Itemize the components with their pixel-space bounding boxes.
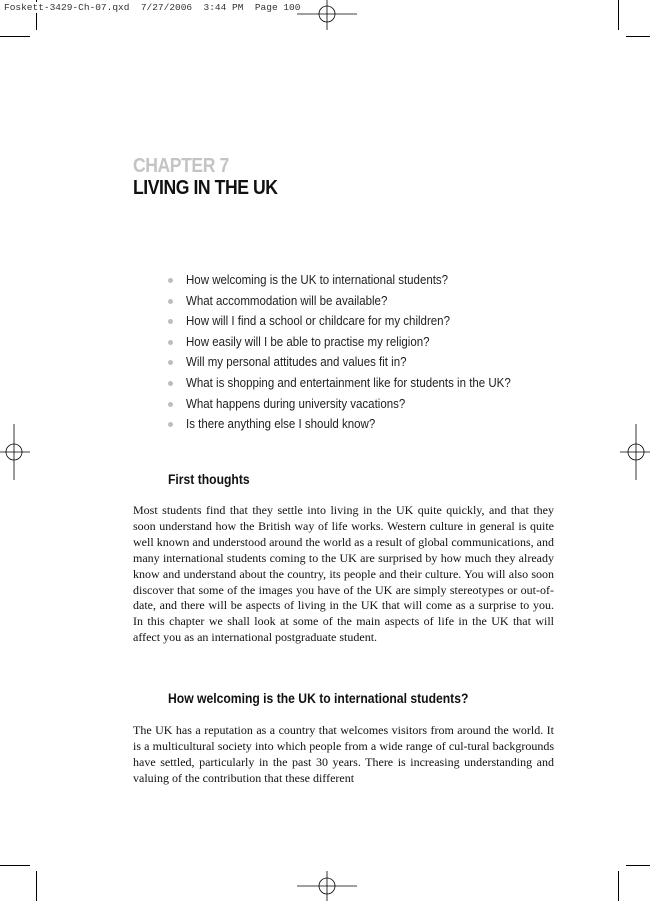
bullet-icon [168, 422, 173, 427]
bullet-icon [168, 299, 173, 304]
bullet-icon [168, 402, 173, 407]
registration-mark-icon [297, 0, 357, 30]
chapter-title: LIVING IN THE UK [133, 177, 278, 199]
bullet-icon [168, 340, 173, 345]
list-item: Will my personal attitudes and values fit in? [168, 352, 539, 373]
print-slug-line: Foskett-3429-Ch-07.qxd 7/27/2006 3:44 PM Page 100 [4, 2, 301, 13]
section-heading: How welcoming is the UK to international students? [168, 691, 469, 706]
registration-mark-icon [297, 871, 357, 901]
crop-mark [618, 0, 619, 30]
crop-mark [626, 865, 650, 866]
list-item: What accommodation will be available? [168, 291, 539, 312]
section-paragraph: Most students find that they settle into living in the UK quite quickly, and that they soon understand how the British way of life works. Western culture in general is quite well known and understood around the world as a result of global communications, and many international students coming to the UK are surprised by how much they already know and understand about the country, its people and their culture. You will also soon discover that some of the images you have of the UK are simply stereotypes or out-of-date, and there will be aspects of living in the UK that will come as a surprise to you. In this chapter we shall look at some of the main aspects of life in the UK that will affect you as an international postgraduate student. [133, 503, 554, 645]
section-paragraph: The UK has a reputation as a country that welcomes visitors from around the world. It is a multicultural society into which people from a wide range of cul-tural backgrounds have settled, particularly in the past 30 years. There is increasing understanding and valuing of the contribution that these different [133, 723, 554, 785]
list-item: How welcoming is the UK to international students? [168, 270, 539, 291]
crop-mark [0, 36, 30, 37]
crop-mark [0, 865, 30, 866]
bullet-icon [168, 319, 173, 324]
list-item: How easily will I be able to practise my religion? [168, 332, 539, 353]
crop-mark [626, 36, 650, 37]
bullet-icon [168, 381, 173, 386]
crop-mark [36, 871, 37, 901]
registration-mark-icon [0, 424, 30, 480]
registration-mark-icon [620, 424, 650, 480]
chapter-questions-list [168, 270, 539, 435]
bullet-icon [168, 278, 173, 283]
list-item: How will I find a school or childcare for my children? [168, 311, 539, 332]
chapter-label: CHAPTER 7 [133, 155, 229, 177]
crop-mark [618, 871, 619, 901]
bullet-icon [168, 360, 173, 365]
list-item: Is there anything else I should know? [168, 414, 539, 435]
list-item: What is shopping and entertainment like for students in the UK? [168, 373, 539, 394]
section-heading: First thoughts [168, 472, 250, 487]
list-item: What happens during university vacations? [168, 394, 539, 415]
